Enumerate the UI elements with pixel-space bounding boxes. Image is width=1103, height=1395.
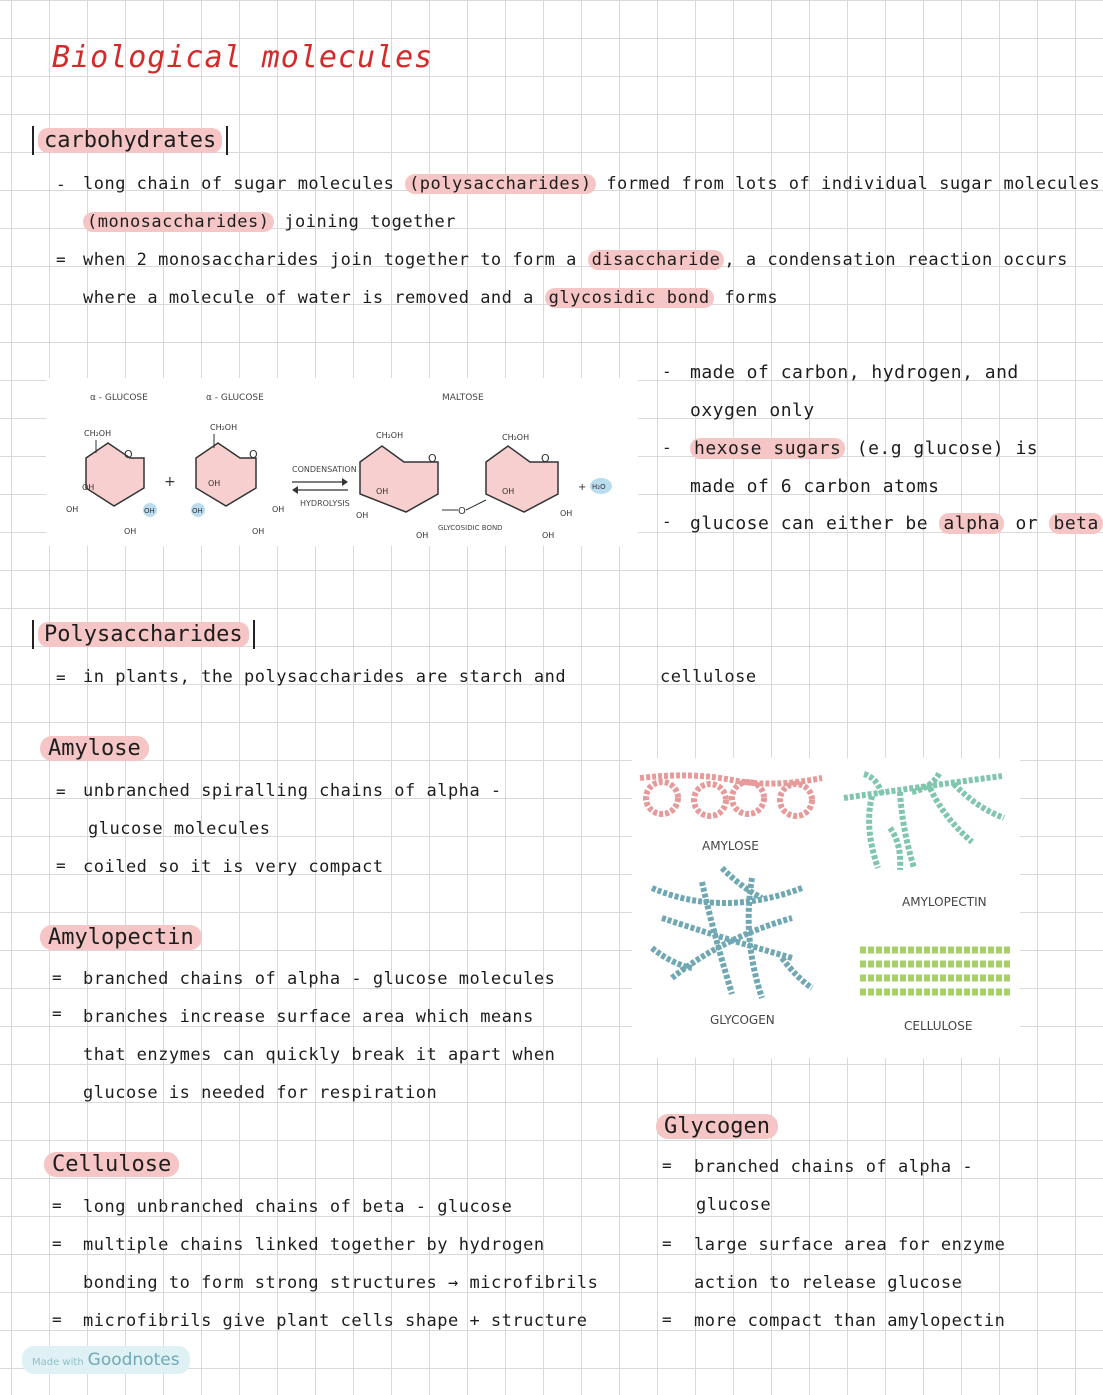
glycogen-branches	[652, 868, 812, 998]
bullet-eq: =	[52, 968, 62, 987]
amylose-heading: Amylose	[40, 736, 149, 761]
glucose-ring-1	[66, 429, 157, 536]
svg-text:OH: OH	[252, 527, 265, 536]
highlight-beta: beta	[1049, 513, 1102, 534]
glycogen-heading: Glycogen	[656, 1114, 778, 1139]
glycosidic-bond-label: GLYCOSIDIC BOND	[438, 524, 503, 532]
bullet-dash: -	[662, 438, 672, 457]
amylopectin-bullet-2-line-2: that enzymes can quickly break it apart when	[83, 1045, 556, 1065]
svg-text:CH₂OH: CH₂OH	[502, 433, 530, 442]
svg-text:O: O	[428, 452, 437, 465]
cellulose-heading: Cellulose	[44, 1152, 179, 1177]
cellulose-bullet-2-line-1: multiple chains linked together by hydrogen	[83, 1235, 545, 1255]
carbohydrates-heading	[32, 126, 228, 155]
maltose-reaction-diagram	[46, 378, 638, 546]
svg-text:OH: OH	[376, 487, 389, 496]
bullet-eq: =	[52, 1234, 62, 1253]
side-note-2-line-2: made of 6 carbon atoms	[690, 476, 940, 497]
svg-text:OH: OH	[502, 487, 515, 496]
label-maltose: MALTOSE	[442, 393, 484, 403]
arrow-icon: →	[448, 1273, 459, 1293]
svg-text:OH: OH	[560, 509, 573, 518]
svg-text:O: O	[541, 452, 550, 465]
cellulose-label: CELLULOSE	[904, 1019, 973, 1033]
svg-text:OH: OH	[208, 479, 221, 488]
label-alpha-glucose-2: α - GLUCOSE	[206, 393, 264, 403]
cellulose-bullet-3: microfibrils give plant cells shape + structure	[83, 1311, 588, 1331]
carbs-bullet-1-line-2: (monosaccharides) joining together	[83, 203, 456, 241]
carbohydrates-heading-text: carbohydrates	[38, 128, 222, 153]
label-alpha-glucose-1: α - GLUCOSE	[90, 393, 148, 403]
amylose-coil	[640, 775, 822, 816]
glycogen-bullet-1-line-1: branched chains of alpha -	[694, 1157, 974, 1177]
cellulose-strands	[860, 950, 1012, 992]
highlight-polysaccharides: (polysaccharides)	[405, 174, 596, 194]
made-with-goodnotes-badge: Made with Goodnotes	[22, 1346, 190, 1374]
condensation-label: CONDENSATION	[292, 465, 357, 474]
svg-text:CH₂OH: CH₂OH	[376, 431, 404, 440]
carbs-bullet-1-line-1: long chain of sugar molecules (polysaccharides) formed from lots of individual sugar molecules	[83, 174, 1101, 194]
carbs-bullet-2-line-1: when 2 monosaccharides join together to form a disaccharide , a condensation reaction occurs	[83, 250, 1068, 270]
polysaccharides-heading	[32, 620, 255, 649]
highlight-hexose-sugars: hexose sugars	[690, 438, 845, 459]
hydrolysis-label: HYDROLYSIS	[300, 499, 350, 508]
polysaccharides-line: in plants, the polysaccharides are starch and	[83, 667, 567, 687]
svg-text:O: O	[458, 506, 466, 517]
amylopectin-bullet-2-line-3: glucose is needed for respiration	[83, 1083, 438, 1103]
svg-text:OH: OH	[542, 531, 555, 540]
water-label: H₂O	[592, 483, 606, 491]
bullet-dash: -	[662, 512, 672, 531]
glycogen-bullet-2-line-2: action to release glucose	[694, 1273, 963, 1293]
bullet-eq: =	[52, 1004, 62, 1023]
plus-sign: +	[164, 474, 176, 490]
bullet-dash: -	[662, 362, 672, 381]
side-note-3: glucose can either be alpha or beta	[690, 505, 1103, 543]
glycogen-bullet-1-line-2: glucose	[696, 1195, 772, 1215]
bullet-eq: =	[56, 250, 66, 269]
svg-text:OH: OH	[416, 531, 429, 540]
side-note-1-line-1: made of carbon, hydrogen, and	[690, 362, 1019, 383]
glycogen-bullet-2-line-1: large surface area for enzyme	[694, 1235, 1006, 1255]
amylopectin-heading: Amylopectin	[40, 925, 202, 950]
bullet-eq: =	[662, 1156, 672, 1175]
bullet-eq: =	[56, 856, 66, 875]
amylopectin-bullet-2-line-1: branches increase surface area which means	[83, 1007, 534, 1027]
page-title: Biological molecules	[52, 40, 434, 75]
plus-water: +	[578, 482, 587, 493]
bullet-eq: =	[52, 1310, 62, 1329]
carbs-bullet-2-line-2: where a molecule of water is removed and a glycosidic bond forms	[83, 288, 779, 308]
svg-text:OH: OH	[82, 483, 95, 492]
bullet-dash: -	[56, 175, 66, 194]
amylopectin-branches	[844, 772, 1004, 870]
glucose-ring-2	[191, 423, 284, 536]
highlight-glycosidic-bond: glycosidic bond	[545, 288, 714, 308]
amylopectin-label: AMYLOPECTIN	[902, 895, 987, 909]
svg-text:OH: OH	[144, 507, 155, 515]
glycogen-bullet-3: more compact than amylopectin	[694, 1311, 1006, 1331]
amylose-label: AMYLOSE	[702, 839, 759, 853]
maltose-ring-a	[356, 431, 438, 540]
svg-text:OH: OH	[356, 511, 369, 520]
svg-text:OH: OH	[124, 527, 137, 536]
svg-text:OH: OH	[66, 505, 79, 514]
highlight-disaccharide: disaccharide	[588, 250, 725, 270]
bullet-eq: =	[662, 1310, 672, 1329]
side-note-2-line-1: hexose sugars (e.g glucose) is	[690, 430, 1038, 468]
amylose-bullet-2: coiled so it is very compact	[83, 857, 384, 877]
svg-text:O: O	[124, 448, 133, 461]
svg-text:CH₂OH: CH₂OH	[210, 423, 238, 432]
highlight-alpha: alpha	[939, 513, 1004, 534]
svg-text:OH: OH	[272, 505, 285, 514]
bullet-eq: =	[56, 668, 66, 687]
amylopectin-bullet-1: branched chains of alpha - glucose molecules	[83, 969, 556, 989]
amylose-bullet-1-line-1: unbranched spiralling chains of alpha -	[83, 781, 502, 801]
polysaccharides-heading-text: Polysaccharides	[38, 622, 249, 647]
svg-text:OH: OH	[192, 507, 203, 515]
highlight-monosaccharides: (monosaccharides)	[83, 212, 274, 232]
bullet-eq: =	[52, 1196, 62, 1215]
amylose-bullet-1-line-2: glucose molecules	[88, 819, 271, 839]
cellulose-bullet-1: long unbranched chains of beta - glucose	[83, 1197, 513, 1217]
bullet-eq: =	[662, 1234, 672, 1253]
cellulose-bullet-2-line-2: bonding to form strong structures → microfibrils	[83, 1273, 599, 1293]
polysaccharides-line-end: cellulose	[660, 667, 757, 687]
side-note-1-line-2: oxygen only	[690, 400, 815, 421]
svg-text:CH₂OH: CH₂OH	[84, 429, 112, 438]
polysaccharide-structures-diagram	[632, 758, 1020, 1058]
glycogen-label: GLYCOGEN	[710, 1013, 775, 1027]
bullet-eq: =	[56, 782, 66, 801]
svg-text:O: O	[249, 448, 258, 461]
